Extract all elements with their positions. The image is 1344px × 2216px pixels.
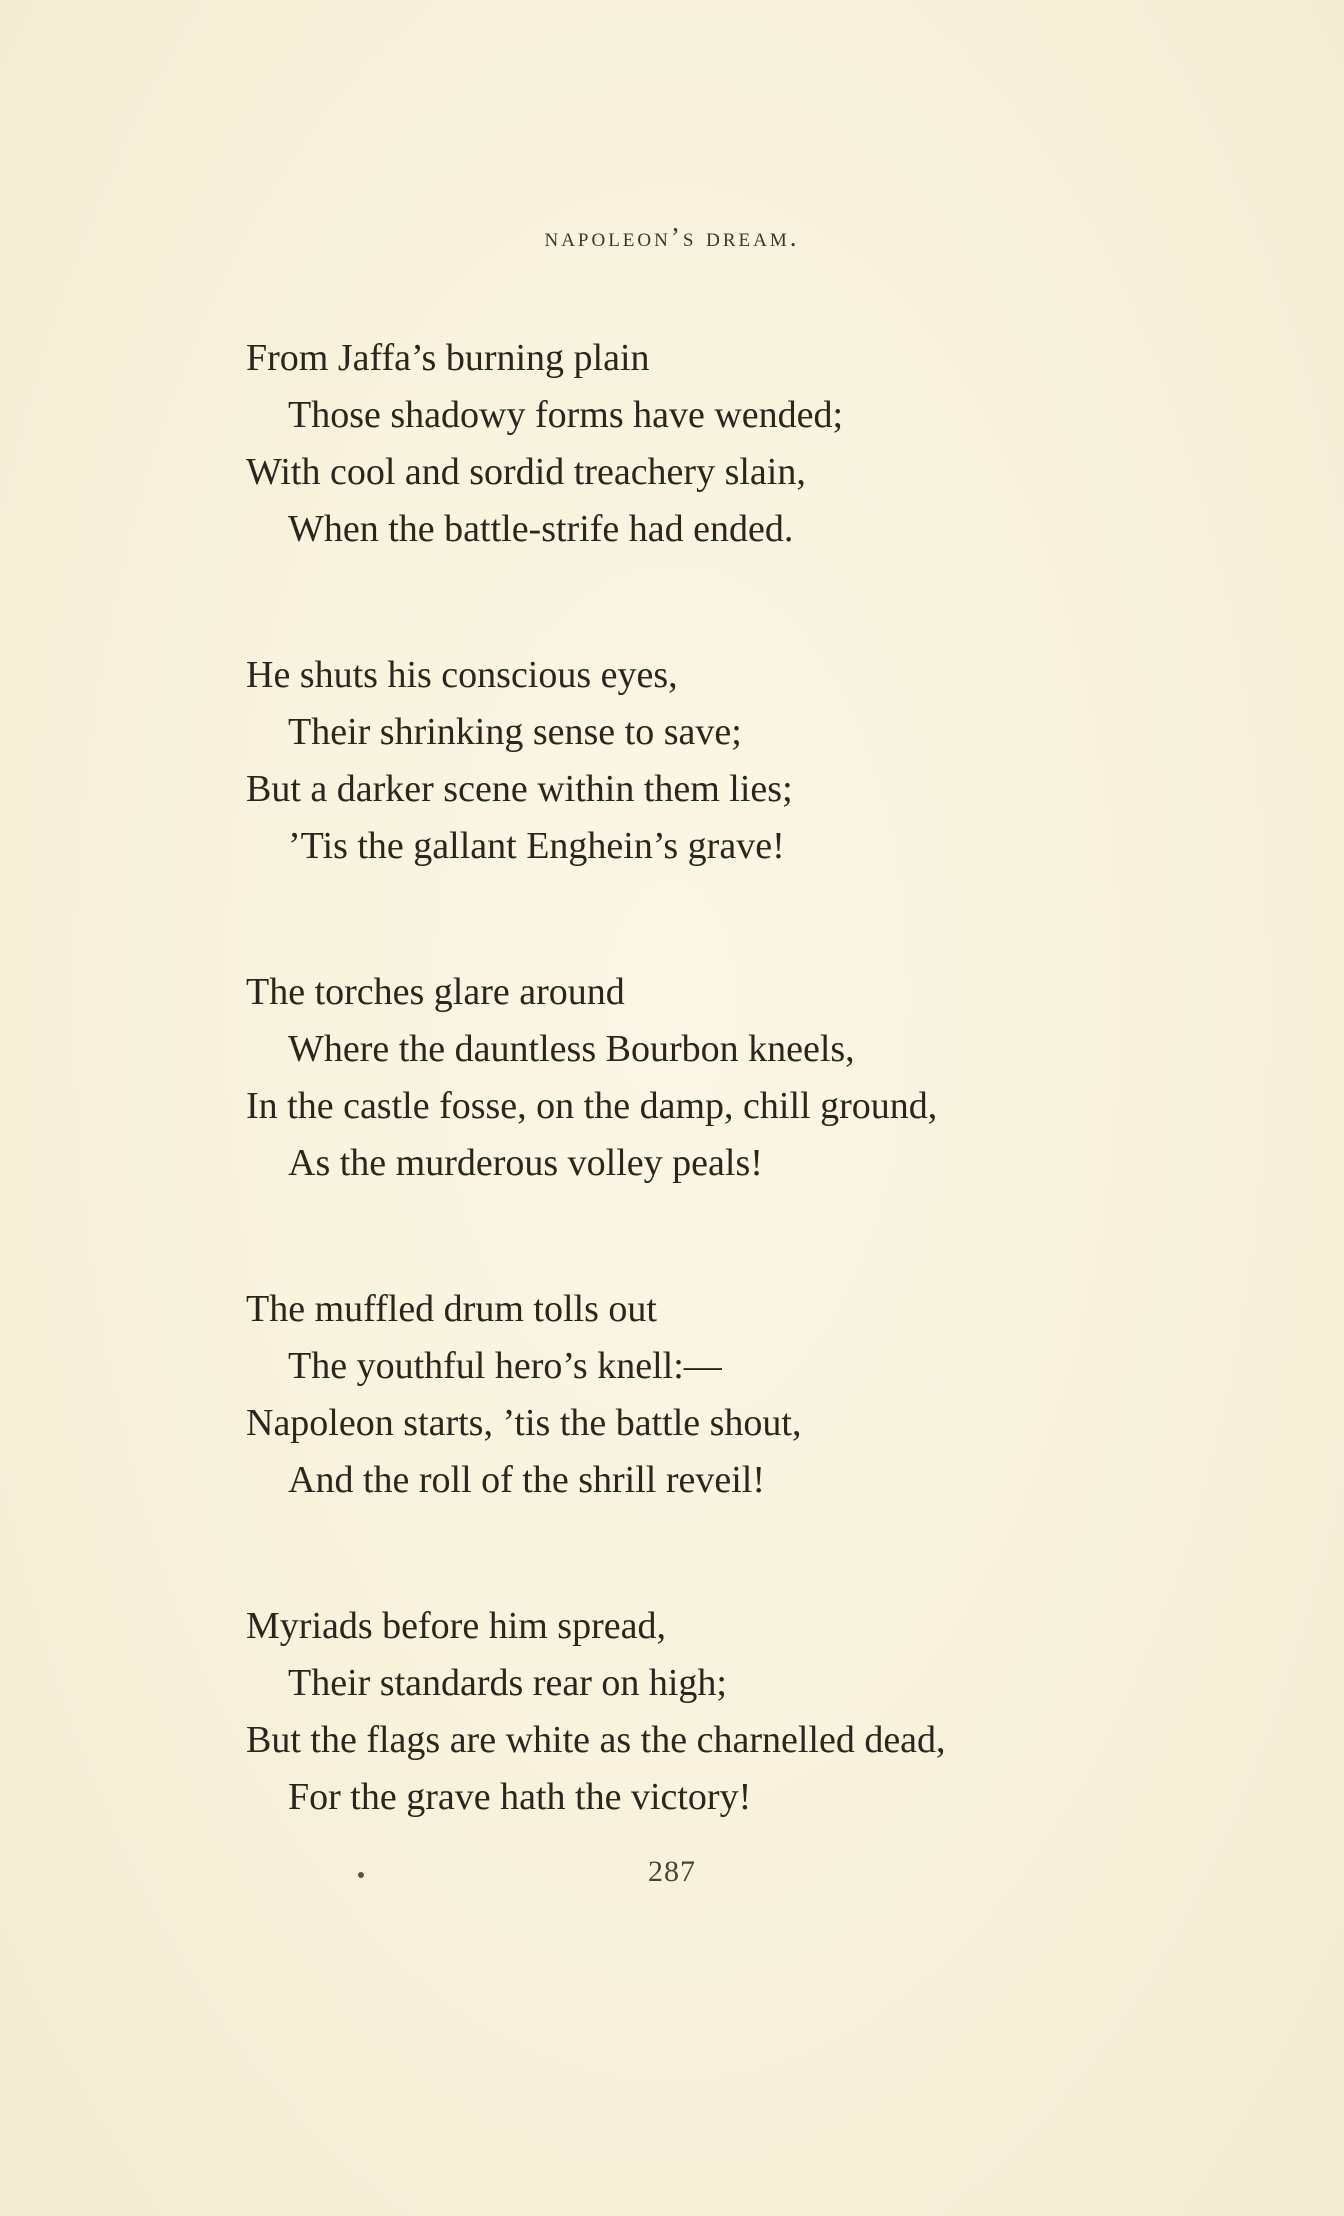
poem-line: Where the dauntless Bourbon kneels, — [288, 1028, 855, 1070]
page-number: 287 — [648, 1855, 696, 1888]
poem-line: As the murderous volley peals! — [288, 1142, 763, 1184]
poem-line: The muffled drum tolls out — [246, 1288, 657, 1330]
stanza-3 — [246, 964, 1246, 1192]
poem-line: From Jaffa’s burning plain — [246, 337, 650, 379]
poem-line: Napoleon starts, ’tis the battle shout, — [246, 1402, 802, 1444]
stanza-5 — [246, 1598, 1246, 1826]
poem-line: For the grave hath the victory! — [288, 1776, 752, 1818]
stanza-2 — [246, 647, 1246, 875]
poem-line: In the castle fosse, on the damp, chill ground, — [246, 1085, 938, 1127]
poem-line: Their standards rear on high; — [288, 1662, 727, 1704]
poem-line: With cool and sordid treachery slain, — [246, 451, 806, 493]
poem-line: Their shrinking sense to save; — [288, 711, 742, 753]
poem-line: The torches glare around — [246, 971, 625, 1013]
poem-line: The youthful hero’s knell:— — [288, 1345, 722, 1387]
poem-line: ’Tis the gallant Enghein’s grave! — [288, 825, 785, 867]
poem-line: But a darker scene within them lies; — [246, 768, 793, 810]
poem-line: And the roll of the shrill reveil! — [288, 1459, 765, 1501]
poem-line: But the flags are white as the charnelled dead, — [246, 1719, 946, 1761]
poem — [246, 330, 1246, 1826]
poem-line: Those shadowy forms have wended; — [288, 394, 844, 436]
poem-line: When the battle-strife had ended. — [288, 508, 794, 550]
poem-line: Myriads before him spread, — [246, 1605, 666, 1647]
stanza-1 — [246, 330, 1246, 558]
poem-line: He shuts his conscious eyes, — [246, 654, 678, 696]
running-head: napoleon’s dream. — [544, 222, 800, 252]
stanza-4 — [246, 1281, 1246, 1509]
